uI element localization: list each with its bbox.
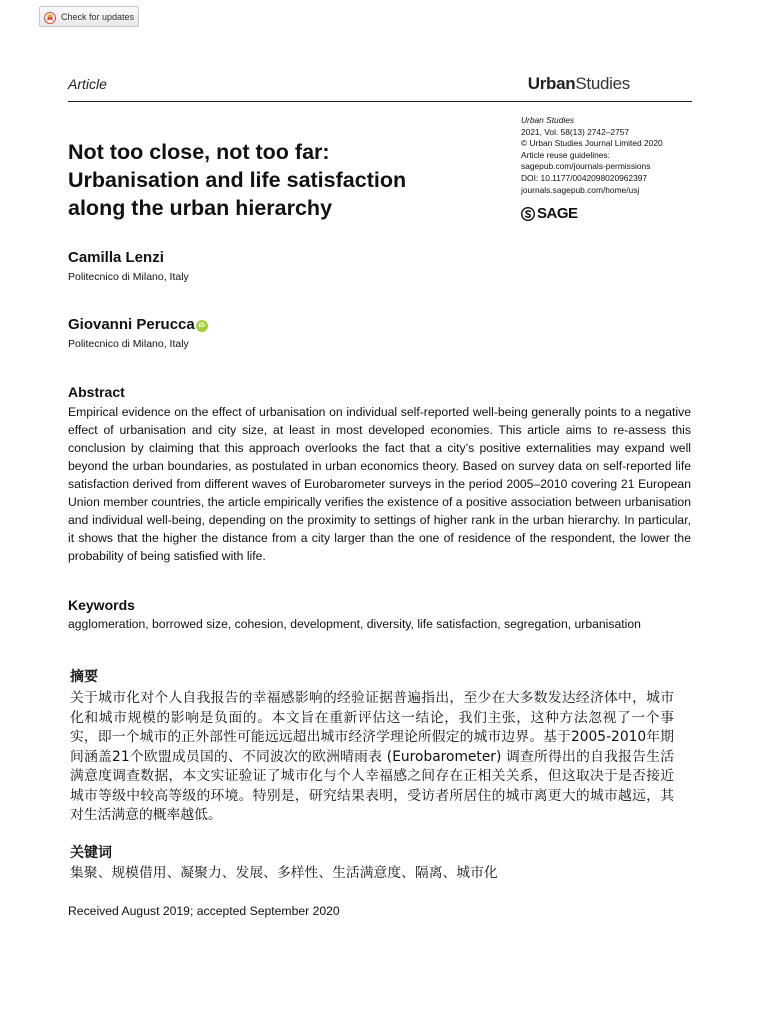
orcid-icon[interactable]: iD: [196, 320, 208, 332]
author-name-2-text: Giovanni Perucca: [68, 316, 195, 333]
sage-logo: [521, 205, 578, 222]
author-affiliation-2: Politecnico di Milano, Italy: [68, 338, 189, 350]
meta-journal-title: Urban Studies: [521, 115, 575, 125]
zh-abstract-text: 关于城市化对个人自我报告的幸福感影响的经验证据普遍指出，至少在大多数发达经济体中，城市化和城市规模的影响是负面的。本文旨在重新评估这一结论，我们主张，这种方法忽视了一个事实，即一个城市的正外部性可能远远超出城市经济学理论所假定的城市边界。基于2005-2010年期间涵盖21个欧盟成员国的、不同波次的欧洲晴雨表 (Eurobarometer) 调查所得出的自我报告生活满意度调查数据，本文实证验证了城市化与个人幸福感之间存在正相关关系，但这取决于是否接近城市等级中较高等级的环境。特别是，研究结果表明，受访者所居住的城市离更大的城市越远，其对生活满意的概率越低。: [70, 690, 674, 823]
article-type-label: Article: [68, 76, 107, 92]
meta-reuse-label: Article reuse guidelines:: [521, 149, 610, 160]
meta-volume: 2021, Vol. 58(13) 2742–2757: [521, 126, 630, 137]
author-name: Camilla Lenzi: [68, 249, 164, 266]
keywords-text: agglomeration, borrowed size, cohesion, development, diversity, life satisfaction, segregation, urbanisation: [68, 617, 641, 631]
check-for-updates-label: Check for updates: [61, 11, 135, 22]
title-line-2: Urbanisation and life satisfaction: [68, 168, 407, 192]
abstract-text: Empirical evidence on the effect of urbanisation on individual self-reported well-being generally points to a negative effect of urbanisation and city size, at least in most developed economies. This article aims to re-assess this conclusion by claiming that this approach overlooks the fact that a city’s positive externalities may expand well beyond the urban boundaries, as postulated in urban economics theory. Based on survey data on self-reported life satisfaction derived from different waves of Eurobarometer surveys in the period 2005–2010 covering 21 European Union member countries, the article empirically verifies the existence of a positive association between urbanisation and individual well-being, depending on the proximity to settings of higher rank in the urban hierarchy. In particular, it shows that the higher the distance from a city larger than the one of residence of the respondent, the lower the probability of being satisfied with life.: [68, 405, 691, 563]
meta-journal-link[interactable]: journals.sagepub.com/home/usj: [521, 184, 640, 195]
journal-logo-bold: Urban: [527, 74, 576, 93]
meta-reuse-link[interactable]: sagepub.com/journals-permissions: [521, 161, 651, 172]
zh-abstract-heading: 摘要: [70, 669, 98, 685]
header-divider: [68, 101, 692, 102]
author-affiliation: Politecnico di Milano, Italy: [68, 271, 189, 283]
journal-logo: [528, 74, 630, 94]
abstract-heading: Abstract: [68, 384, 125, 400]
zh-keywords-text: 集聚、规模借用、凝聚力、发展、多样性、生活满意度、隔离、城市化: [70, 865, 498, 881]
title-line-3: along the urban hierarchy: [68, 196, 333, 220]
meta-copyright: © Urban Studies Journal Limited 2020: [521, 138, 663, 149]
zh-keywords-heading: 关键词: [70, 845, 112, 861]
publication-meta: [521, 115, 701, 196]
title-line-1: Not too close, not too far:: [68, 140, 330, 164]
author-name-2: [68, 316, 208, 333]
check-for-updates-button[interactable]: [39, 6, 139, 27]
sage-wordmark: SAGE: [537, 205, 578, 222]
journal-logo-light: Studies: [575, 74, 630, 93]
received-dates: Received August 2019; accepted September 2020: [68, 904, 340, 918]
keywords-heading: Keywords: [68, 597, 135, 613]
article-title: [68, 138, 488, 222]
crossmark-icon: [44, 11, 56, 23]
sage-s-icon: [521, 207, 535, 221]
meta-doi[interactable]: DOI: 10.1177/0042098020962397: [521, 172, 648, 183]
